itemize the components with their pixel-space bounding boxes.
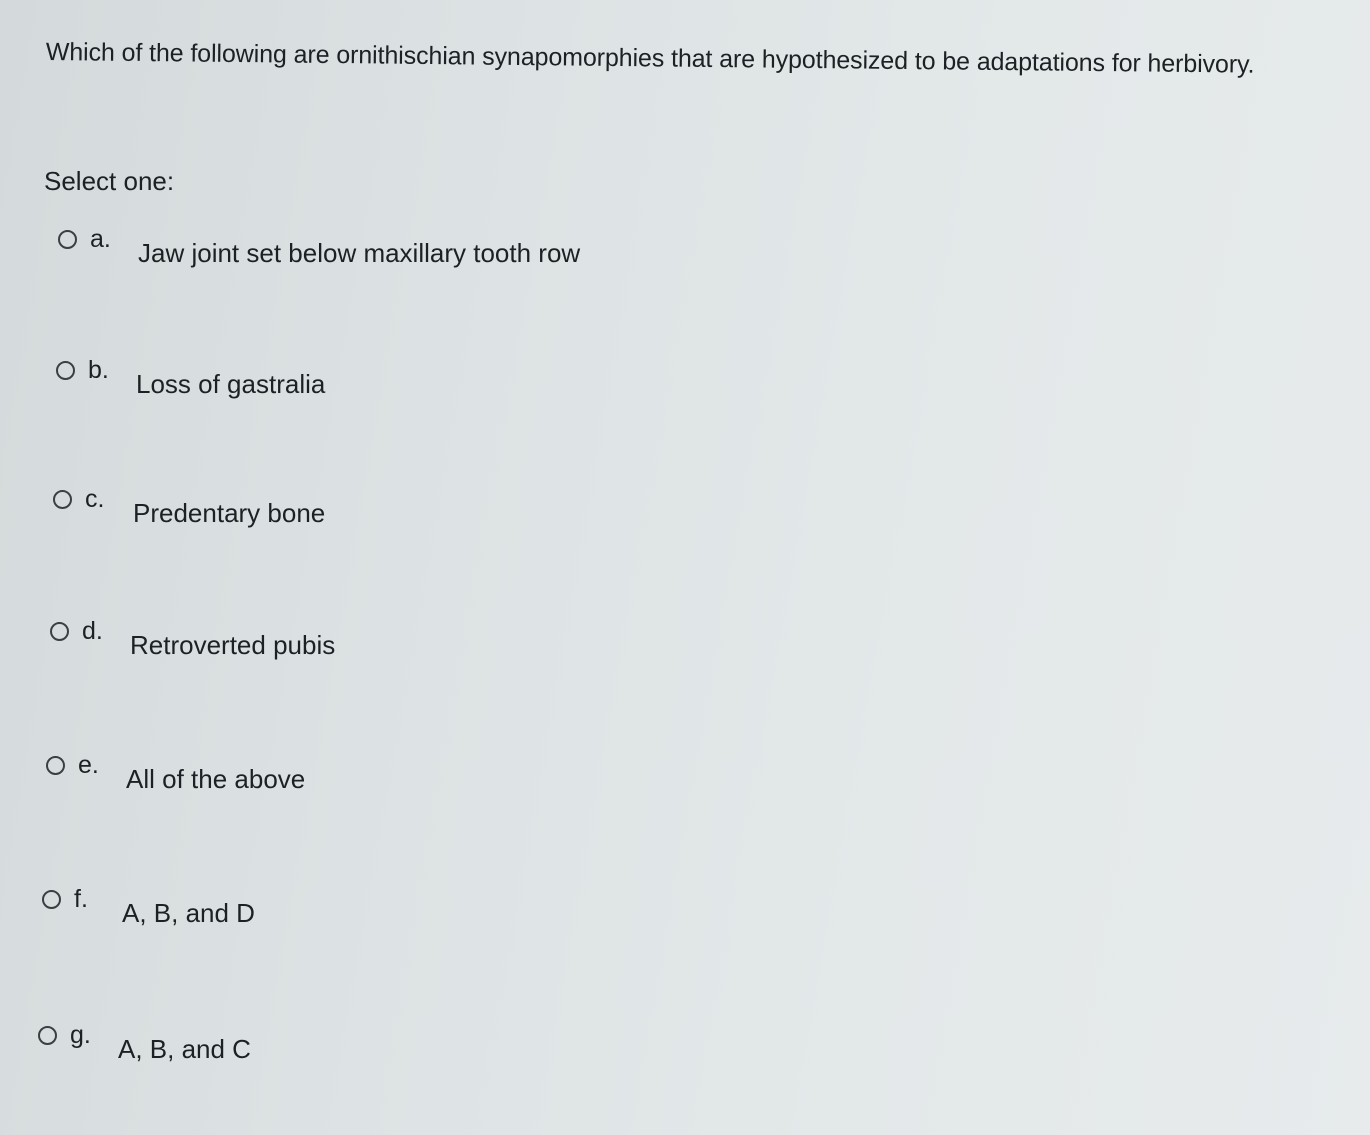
radio-button-c[interactable] xyxy=(53,490,72,509)
option-d[interactable] xyxy=(50,617,336,662)
option-letter-c: c. xyxy=(85,485,105,513)
select-one-prompt: Select one: xyxy=(44,166,175,196)
radio-button-g[interactable] xyxy=(38,1026,57,1045)
option-a[interactable] xyxy=(58,225,581,270)
option-text-e: All of the above xyxy=(126,764,306,794)
option-letter-g: g. xyxy=(70,1021,91,1049)
option-text-d: Retroverted pubis xyxy=(130,630,336,660)
option-text-g: A, B, and C xyxy=(118,1034,251,1064)
option-letter-e: e. xyxy=(78,751,99,779)
option-c[interactable] xyxy=(53,485,326,530)
option-e[interactable] xyxy=(46,751,306,796)
radio-button-d[interactable] xyxy=(50,622,69,641)
radio-button-e[interactable] xyxy=(46,756,65,775)
question-text: Which of the following are ornithischian synapomorphies that are hypothesized to be adaptations for herbivory. xyxy=(45,37,1255,79)
option-text-c: Predentary bone xyxy=(133,498,326,528)
option-letter-b: b. xyxy=(88,356,109,384)
option-letter-f: f. xyxy=(74,885,88,913)
option-letter-a: a. xyxy=(90,225,111,253)
option-f[interactable] xyxy=(42,885,255,930)
radio-button-f[interactable] xyxy=(42,890,61,909)
radio-button-a[interactable] xyxy=(58,230,77,249)
option-letter-d: d. xyxy=(82,617,103,645)
radio-button-b[interactable] xyxy=(56,361,75,380)
option-text-f: A, B, and D xyxy=(122,898,255,928)
option-b[interactable] xyxy=(56,356,326,401)
option-text-a: Jaw joint set below maxillary tooth row xyxy=(138,238,581,268)
option-g[interactable] xyxy=(38,1021,251,1066)
option-text-b: Loss of gastralia xyxy=(136,369,326,399)
